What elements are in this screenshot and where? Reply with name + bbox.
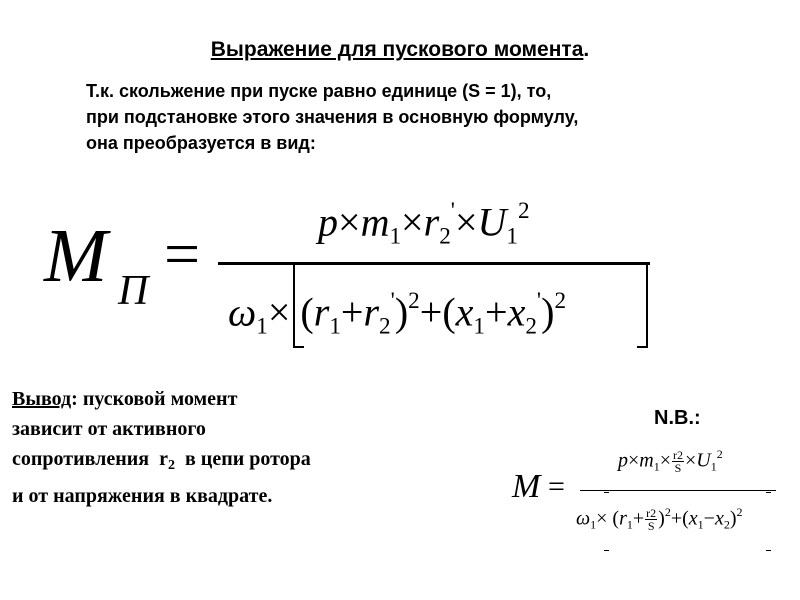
intro-line-1: Т.к. скольжение при пуске равно единице (S = 1), то,	[86, 81, 552, 101]
num-p: p	[318, 199, 338, 245]
den-close-paren-1: )	[394, 289, 409, 335]
nb-label: N.B.:	[654, 407, 701, 429]
nb-num-m: m	[639, 449, 654, 472]
nb-bracket-tick-top-right	[766, 492, 771, 493]
formula-numerator	[318, 200, 530, 249]
nb-den-x2: x	[714, 507, 724, 530]
nb-formula-lhs: M	[512, 468, 541, 505]
nb-formula-fraction-bar	[580, 490, 776, 491]
nb-bracket-tick-top-left	[604, 492, 609, 493]
formula-lhs-symbol: M	[44, 214, 108, 298]
nb-num-frac-bottom: S	[674, 461, 682, 476]
den-omega-sub: 1	[256, 313, 268, 340]
num-m-sub: 1	[389, 223, 402, 250]
slide-title-period: .	[583, 38, 590, 61]
nb-den-omega-sub: 1	[590, 517, 597, 532]
conclusion-paragraph	[12, 384, 432, 511]
den-open-paren-2: (	[442, 289, 456, 335]
conclusion-line-2: зависит от активного	[12, 418, 206, 440]
conclusion-line-3-prefix: сопротивления	[12, 448, 160, 470]
conclusion-line-4: и от напряжения в квадрате.	[12, 485, 273, 508]
num-times-3: ×	[454, 199, 478, 245]
nb-bracket-tick-bottom-right	[766, 550, 771, 551]
conclusion-label: Вывод	[12, 388, 72, 410]
num-times-1: ×	[338, 199, 361, 245]
den-r2: r	[363, 289, 380, 335]
den-power-2: 2	[554, 288, 567, 314]
num-u: U	[477, 199, 507, 245]
den-plus-3: +	[485, 289, 508, 335]
nb-num-times-2: ×	[659, 449, 672, 472]
nb-num-slip-fraction	[672, 449, 684, 474]
nb-den-x1: x	[688, 507, 698, 530]
den-r2-sub: 2	[379, 313, 391, 340]
nb-num-frac-top: r2	[673, 448, 684, 463]
nb-formula-numerator	[618, 448, 723, 474]
num-r-prime: '	[450, 198, 455, 224]
den-omega: ω	[228, 289, 257, 335]
nb-num-u-sub: 1	[710, 459, 717, 474]
conclusion-line-3	[12, 444, 432, 481]
nb-den-times: ×	[596, 507, 608, 530]
formula-denominator	[228, 290, 566, 339]
intro-line-2: при подстановке этого значения в основную формулу,	[86, 107, 579, 127]
num-m: m	[360, 199, 390, 245]
slide-title-text: Выражение для пускового момента	[210, 38, 584, 61]
den-close-paren-2: )	[541, 289, 555, 335]
nb-den-open-paren-2: (	[682, 507, 689, 530]
nb-den-omega: ω	[576, 507, 591, 530]
intro-paragraph	[86, 78, 726, 156]
nb-den-power-1: 2	[664, 505, 671, 519]
nb-den-r1: r	[619, 507, 627, 530]
nb-den-minus: −	[703, 507, 715, 530]
nb-formula-equals: =	[548, 470, 565, 503]
nb-num-times-1: ×	[628, 449, 640, 472]
nb-den-close-paren-1: )	[658, 507, 665, 530]
num-u-sub: 1	[506, 223, 519, 250]
num-r-sub: 2	[439, 223, 451, 250]
den-plus-1: +	[340, 289, 364, 335]
nb-den-frac-bottom: S	[647, 519, 655, 534]
nb-num-times-3: ×	[685, 449, 697, 472]
nb-den-x1-sub: 1	[697, 517, 704, 532]
conclusion-line-1	[12, 384, 432, 414]
nb-den-plus-1: +	[632, 507, 645, 530]
nb-den-open-paren-1: (	[612, 507, 620, 530]
nb-den-frac-top: r2	[646, 506, 657, 521]
conclusion-colon: :	[71, 388, 78, 410]
nb-den-plus-2: +	[670, 507, 683, 530]
slide-title	[0, 38, 800, 62]
den-open-paren-1: (	[300, 289, 314, 335]
nb-den-slip-fraction	[645, 507, 657, 532]
den-x2-prime: '	[536, 288, 542, 314]
den-power-1: 2	[408, 288, 420, 314]
nb-den-r1-sub: 1	[626, 517, 633, 532]
den-r1-sub: 1	[329, 313, 341, 340]
conclusion-r2-subscript: 2	[168, 458, 175, 474]
nb-den-x2-sub: 2	[723, 517, 730, 532]
den-x2-sub: 2	[525, 313, 537, 340]
intro-line-3: она преобразуется в вид:	[86, 133, 316, 153]
num-times-2: ×	[401, 199, 424, 245]
formula-lhs-subscript: П	[118, 268, 149, 314]
den-r2-prime: '	[390, 288, 395, 314]
num-r: r	[423, 199, 440, 245]
formula-right-bracket	[637, 262, 648, 348]
nb-num-u: U	[696, 449, 711, 472]
nb-num-p: p	[618, 449, 628, 472]
nb-formula	[508, 440, 788, 590]
den-times: ×	[267, 289, 291, 335]
den-r1: r	[313, 289, 330, 335]
den-x1-sub: 1	[473, 313, 485, 340]
nb-den-power-2: 2	[736, 505, 743, 519]
formula-fraction-bar	[218, 262, 650, 265]
conclusion-line-1-rest: пусковой момент	[77, 388, 238, 410]
den-x2: x	[507, 289, 526, 335]
num-u-power: 2	[518, 198, 530, 224]
nb-num-m-sub: 1	[653, 459, 660, 474]
conclusion-r2-symbol: r	[159, 448, 168, 470]
formula-equals-sign: =	[164, 218, 201, 289]
conclusion-line-3-suffix: в цепи ротора	[175, 448, 311, 470]
nb-formula-denominator	[576, 506, 743, 532]
nb-den-close-paren-2: )	[729, 507, 737, 530]
den-plus-2: +	[419, 289, 443, 335]
nb-bracket-tick-bottom-left	[604, 550, 609, 551]
den-x1: x	[455, 289, 474, 335]
nb-num-u-power: 2	[716, 447, 723, 461]
